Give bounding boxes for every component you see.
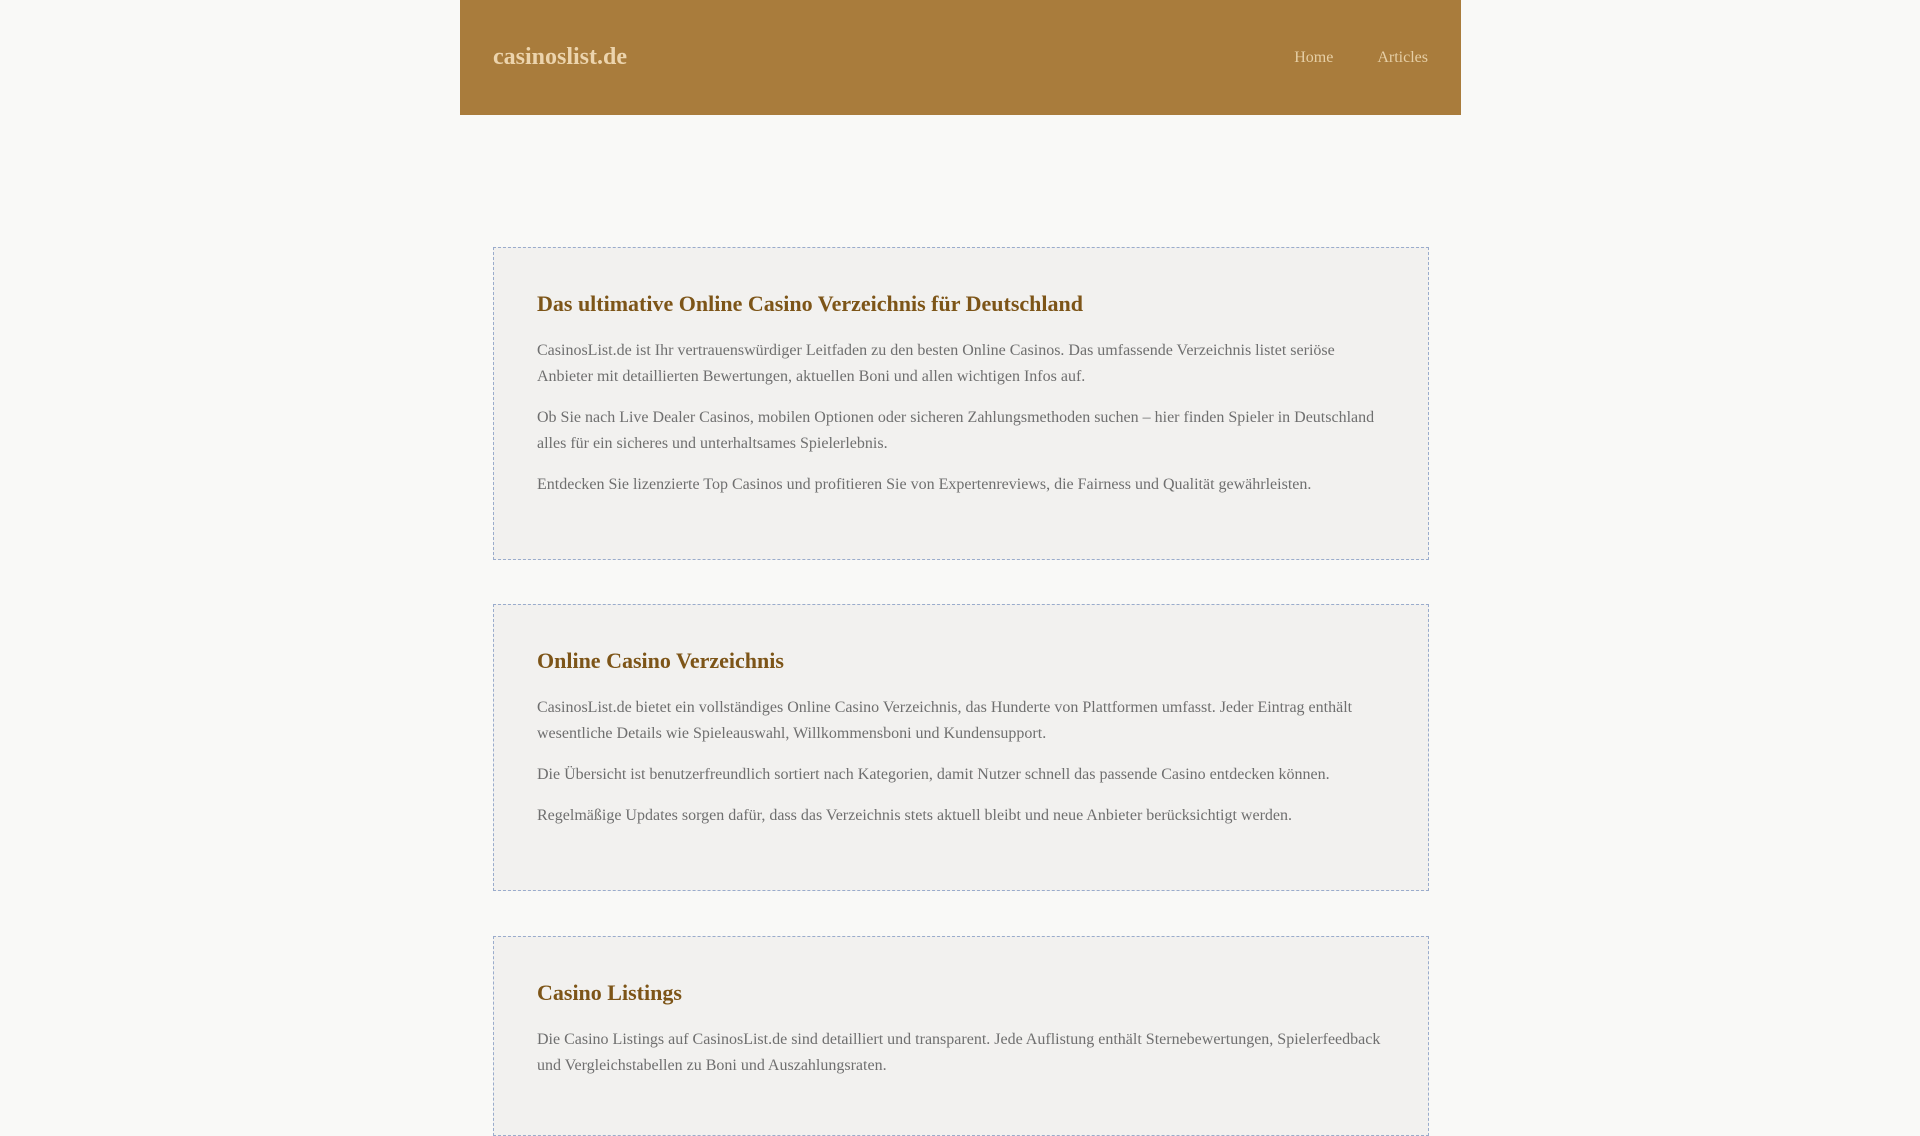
section-card-intro (493, 247, 1429, 560)
site-header (460, 0, 1461, 115)
section-paragraph: Die Casino Listings auf CasinosList.de sind detailliert und transparent. Jede Auflistung enthält Sternebewertungen, Spielerfeedback und Vergleichstabellen zu Boni und Auszahlungsraten. (537, 1031, 1381, 1074)
section-paragraph: CasinosList.de bietet ein vollständiges Online Casino Verzeichnis, das Hunderte von Plattformen umfasst. Jeder Eintrag enthält wesentliche Details wie Spieleauswahl, Willkommensboni und Kundensupport. (537, 699, 1353, 742)
section-title: Das ultimative Online Casino Verzeichnis für Deutschland (537, 291, 1083, 316)
section-title: Casino Listings (537, 980, 682, 1005)
section-card-listings (493, 936, 1429, 1136)
nav-home-link[interactable]: Home (1294, 49, 1334, 66)
section-paragraph: CasinosList.de ist Ihr vertrauenswürdiger Leitfaden zu den besten Online Casinos. Das umfassende Verzeichnis listet seriöse Anbieter mit detaillierten Bewertungen, aktuellen Boni und allen wichtigen Infos auf. (537, 342, 1335, 385)
section-paragraph: Entdecken Sie lizenzierte Top Casinos und profitieren Sie von Expertenreviews, die Fairness und Qualität gewährleisten. (537, 476, 1312, 493)
section-paragraph: Die Übersicht ist benutzerfreundlich sortiert nach Kategorien, damit Nutzer schnell das passende Casino entdecken können. (537, 766, 1330, 783)
section-title: Online Casino Verzeichnis (537, 648, 784, 673)
main-nav (1294, 49, 1428, 67)
section-paragraph: Ob Sie nach Live Dealer Casinos, mobilen Optionen oder sicheren Zahlungsmethoden suchen – hier finden Spieler in Deutschland alles für ein sicheres und unterhaltsames Spielerlebnis. (537, 409, 1375, 452)
site-logo[interactable]: casinoslist.de (493, 44, 628, 70)
section-card-directory (493, 604, 1429, 891)
nav-articles-link[interactable]: Articles (1377, 49, 1428, 66)
section-paragraph: Regelmäßige Updates sorgen dafür, dass das Verzeichnis stets aktuell bleibt und neue Anbieter berücksichtigt werden. (537, 807, 1292, 824)
